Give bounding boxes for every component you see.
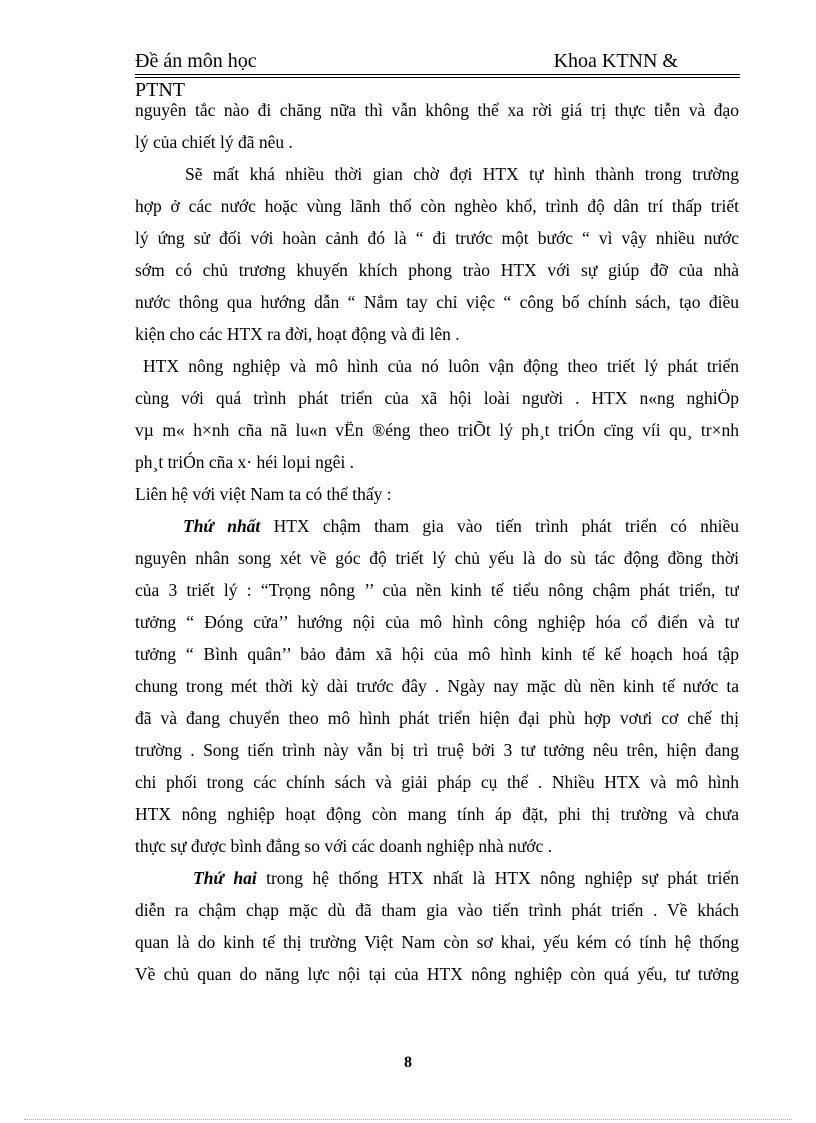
page-bottom-border [24, 1119, 792, 1120]
text-line: Liên hệ với việt Nam ta có thể thấy : [135, 484, 392, 504]
text-line: hợp ở các nước hoặc vùng lãnh thổ còn nghèo khổ, trình độ dân trí thấp triết [135, 196, 739, 216]
header-row [135, 50, 740, 75]
text-line: thực sự được bình đẳng so với các doanh nghiệp nhà nước . [135, 836, 553, 856]
page-number: 8 [404, 1054, 412, 1071]
text-line: ph¸t triÓn cña x· héi loµi ngêi . [135, 452, 355, 472]
text-line: nguyên tắc nào đi chăng nữa thì vẫn không thể xa rời giá trị thực tiễn và đạo [135, 100, 739, 120]
text-line: nước thông qua hướng dẫn “ Nắm tay chỉ việc “ công bố chính sách, tạo điều [135, 292, 739, 312]
text-line: đã và đang chuyển theo mô hình phát triển hiện đại phù hợp vơưi cơ chế thị [135, 708, 739, 728]
text-line: HTX nông nghiệp hoạt động còn mang tính áp đặt, phi thị trường và chưa [135, 804, 739, 824]
text-line: vµ m« h×nh cña nã lu«n vËn ®éng theo triÕt lý ph¸t triÓn cïng víi qu¸ tr×nh [135, 420, 739, 440]
text-line: Sẽ mất khá nhiều thời gian chờ đợi HTX tự hình thành trong trường [185, 164, 739, 184]
text-line: diễn ra chậm chạp mặc dù đã tham gia vào tiến trình phát triển . Về khách [135, 900, 739, 920]
header-faculty: Khoa KTNN & [553, 50, 678, 72]
text-line: tưởng “ Đóng cửa’’ hướng nội của mô hình công nghiệp hóa cổ điển và tư [135, 612, 739, 632]
text-line: chung trong mét thời kỳ dài trước đây . Ngày nay mặc dù nền kinh tế nước ta [135, 676, 739, 696]
text-line: cùng với quá trình phát triển của xã hội loài người . HTX n«ng nghiÖp [135, 388, 739, 408]
text-line: nguyên nhân song xét về góc độ triết lý chủ yếu là do sù tác động đồng thời [135, 548, 739, 568]
text-line: HTX nông nghiệp và mô hình của nó luôn vận động theo triết lý phát triển [143, 356, 739, 376]
text-line: sớm có chủ trương khuyến khích phong trào HTX với sự giúp đỡ của nhà [135, 260, 739, 280]
text-line: của 3 triết lý : “Trọng nông ’’ của nền kinh tế tiểu nông chậm phát triển, tư [135, 580, 739, 600]
text-line-rest: trong hệ thống HTX nhất là HTX nông nghiệp sự phát triển [256, 868, 739, 888]
document-body [135, 94, 739, 990]
text-line-rest: HTX chậm tham gia vào tiến trình phát triển có nhiều [260, 516, 739, 536]
text-line: quan là do kinh tế thị trường Việt Nam còn sơ khai, yếu kém có tính hệ thống [135, 932, 739, 952]
text-line [135, 510, 739, 542]
text-line: trường . Song tiến trình này vẫn bị trì truệ bởi 3 tư tưởng nêu trên, hiện đang [135, 740, 739, 760]
text-line: Về chủ quan do năng lực nội tại của HTX nông nghiệp còn quá yếu, tư tưởng [135, 964, 739, 984]
header-faculty-continued: PTNT [135, 79, 185, 101]
text-line: tưởng “ Bình quân’’ bảo đảm xã hội của mô hình kinh tế kế hoạch hoá tập [135, 644, 739, 664]
text-line [135, 862, 739, 894]
emphasis-first: Thứ nhất [183, 516, 261, 536]
text-line: lý của chiết lý đã nêu . [135, 132, 293, 152]
header-course-title: Đề án môn học [135, 50, 257, 72]
text-line: kiện cho các HTX ra đời, hoạt động và đi lên . [135, 324, 460, 344]
text-line: chi phối trong các chính sách và giải pháp cụ thể . Nhiều HTX và mô hình [135, 772, 739, 792]
text-line: lý ứng sử đối với hoàn cảnh đó là “ đi trước một bước “ vì vậy nhiều nước [135, 228, 739, 248]
emphasis-second: Thứ hai [193, 868, 257, 888]
